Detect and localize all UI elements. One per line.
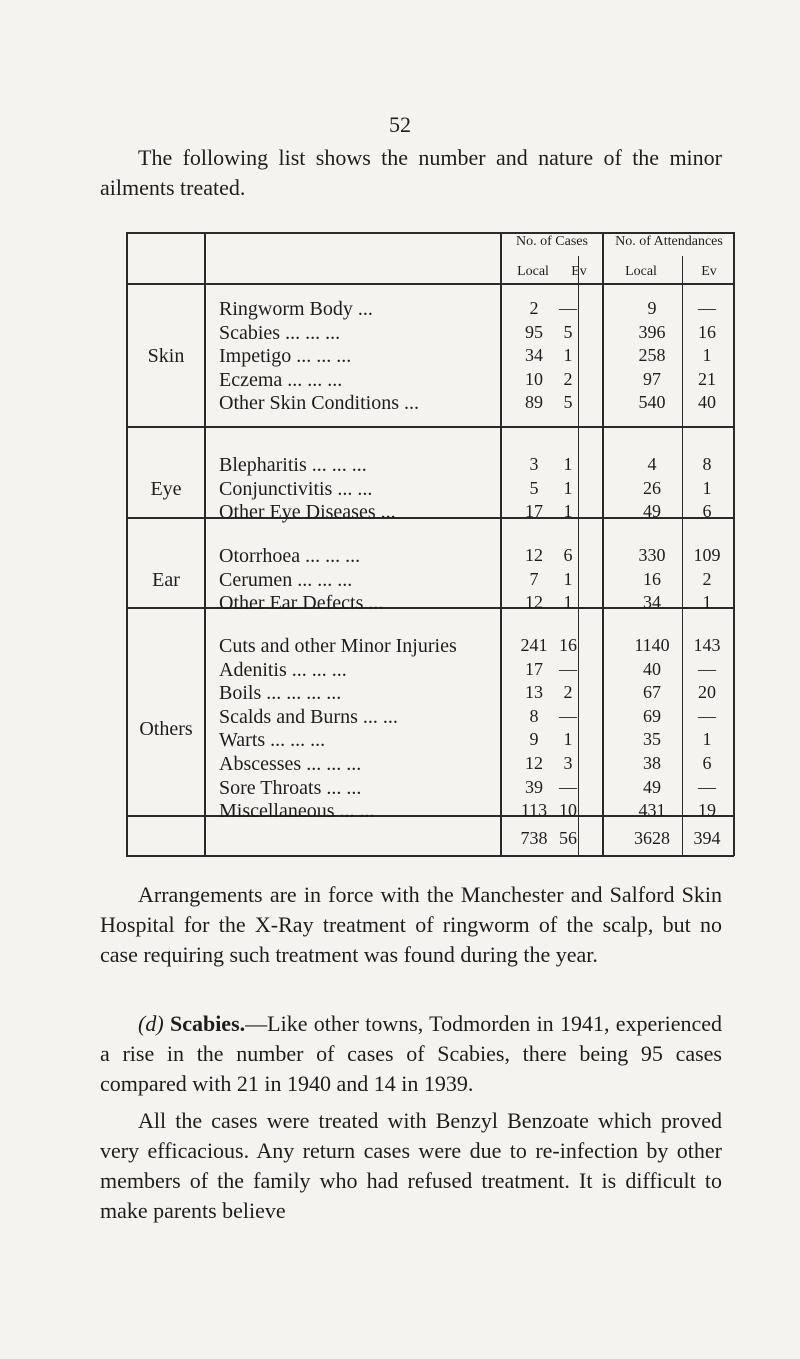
cases-local-value: 5 bbox=[529, 477, 539, 498]
att-local-value: 26 bbox=[643, 477, 661, 498]
cases-ev-header: Ev bbox=[571, 264, 587, 279]
total-att-ev: 394 bbox=[693, 828, 721, 848]
ailment-label: Boils ... ... ... ... bbox=[219, 682, 342, 705]
ailment-label: Cerumen ... ... ... bbox=[219, 568, 353, 591]
paragraph-scabies bbox=[100, 1009, 722, 1099]
cases-local-value: 241 bbox=[520, 635, 548, 655]
att-local-value: 540 bbox=[638, 392, 666, 413]
cases-local-value: 95 bbox=[525, 321, 543, 342]
cases-ev-value: 1 bbox=[563, 729, 573, 750]
ailment-label: Otorrhoea ... ... ... bbox=[219, 545, 361, 567]
ailment-label: Impetigo ... ... ... bbox=[219, 345, 352, 368]
cases-ev-value: 6 bbox=[563, 545, 573, 565]
ailment-label: Abscesses ... ... ... bbox=[219, 753, 362, 775]
cases-local-value: 39 bbox=[525, 776, 543, 797]
cases-ev-value: — bbox=[559, 705, 577, 726]
ailment-label: Sore Throats ... ... bbox=[219, 776, 362, 799]
cases-local-value: 113 bbox=[520, 800, 548, 821]
att-ev-value: 40 bbox=[698, 392, 716, 413]
section-label: (d) bbox=[138, 1011, 164, 1036]
ailments-table bbox=[126, 232, 734, 857]
cases-ev-value: 5 bbox=[563, 321, 573, 342]
att-ev-value: 143 bbox=[693, 635, 721, 655]
ailment-label: Adenitis ... ... ... bbox=[219, 658, 347, 681]
ailment-label: Cuts and other Minor Injuries bbox=[219, 635, 457, 657]
paragraph-treatment bbox=[100, 1106, 722, 1226]
ailment-label: Miscellaneous ... ... bbox=[219, 800, 375, 823]
cases-ev-value: 1 bbox=[563, 454, 573, 474]
att-ev-value: — bbox=[698, 658, 716, 679]
cases-local-value: 12 bbox=[525, 545, 543, 565]
attendance-rule bbox=[602, 232, 604, 856]
cases-local-value: 13 bbox=[525, 682, 543, 703]
cases-local-value: 9 bbox=[529, 729, 539, 750]
cases-ev-value: — bbox=[559, 776, 577, 797]
group-rule bbox=[204, 232, 206, 856]
cases-ev-value: — bbox=[559, 298, 577, 318]
cases-ev-value: 3 bbox=[563, 753, 573, 773]
cases-ev-value: 1 bbox=[563, 345, 573, 366]
att-ev-value: 8 bbox=[702, 454, 712, 474]
cases-local-value: 12 bbox=[525, 753, 543, 773]
ailment-label: Scalds and Burns ... ... bbox=[219, 705, 398, 728]
ailment-label: Warts ... ... ... bbox=[219, 729, 326, 752]
att-local-value: 67 bbox=[643, 682, 661, 703]
att-local-value: 4 bbox=[647, 454, 657, 474]
att-ev-value: — bbox=[698, 298, 716, 318]
ailment-rule bbox=[500, 232, 502, 856]
group-label: Ear bbox=[152, 568, 180, 591]
cases-ev-value: — bbox=[559, 658, 577, 679]
att-ev-value: 1 bbox=[702, 477, 712, 498]
att-local-value: 97 bbox=[643, 368, 661, 389]
cases-local-value: 34 bbox=[525, 345, 543, 366]
paragraph-arrangements bbox=[100, 880, 722, 970]
header-rule bbox=[126, 283, 734, 285]
att-ev-header: Ev bbox=[701, 264, 717, 279]
att-local-value: 9 bbox=[647, 298, 657, 318]
ailment-label: Scabies ... ... ... bbox=[219, 321, 341, 344]
att-ev-value: 6 bbox=[702, 753, 712, 773]
scabies-text: —Like other towns, Todmorden in 1941, experienced a rise in the number of cases of Scabies, there being 95 cases compared with 21 in 1940 and 14 in 1939. bbox=[100, 1011, 723, 1096]
skin-rule bbox=[126, 426, 734, 428]
section-heading: Scabies. bbox=[169, 1011, 246, 1036]
att-local-value: 258 bbox=[638, 345, 666, 366]
att-local-value: 49 bbox=[643, 776, 661, 797]
cases-local-value: 12 bbox=[525, 592, 543, 613]
att-ev-value: 2 bbox=[702, 568, 712, 589]
att-ev-value: 1 bbox=[702, 345, 712, 366]
cases-ev-value: 2 bbox=[563, 368, 573, 389]
cases-local-value: 7 bbox=[529, 568, 539, 589]
att-local-value: 396 bbox=[638, 321, 666, 342]
att-ev-value: 21 bbox=[698, 368, 716, 389]
cases-local-value: 2 bbox=[529, 298, 539, 318]
ailment-label: Blepharitis ... ... ... bbox=[219, 454, 367, 476]
att-ev-value: 6 bbox=[702, 501, 712, 522]
att-ev-value: 109 bbox=[693, 545, 721, 565]
table-bottom-rule bbox=[126, 855, 734, 857]
att-ev-value: 16 bbox=[698, 321, 716, 342]
att-local-value: 38 bbox=[643, 753, 661, 773]
cases-ev-value: 1 bbox=[563, 501, 573, 522]
att-ev-value: 20 bbox=[698, 682, 716, 703]
att-ev-value: — bbox=[698, 776, 716, 797]
cases-local-value: 8 bbox=[529, 705, 539, 726]
cases-ev-value: 5 bbox=[563, 392, 573, 413]
cases-local-value: 17 bbox=[525, 658, 543, 679]
ailment-label: Other Ear Defects ... bbox=[219, 592, 384, 615]
group-label: Eye bbox=[150, 477, 182, 500]
cases-local-value: 17 bbox=[525, 501, 543, 522]
page-number: 52 bbox=[389, 112, 411, 137]
att-ev-value: 1 bbox=[702, 729, 712, 750]
intro-text: The following list shows the number and nature of the minor ailments treated. bbox=[100, 145, 722, 200]
intro-paragraph bbox=[100, 143, 722, 203]
cases-local-value: 10 bbox=[525, 368, 543, 389]
total-cases-local: 738 bbox=[520, 828, 548, 848]
cases-ev-value: 2 bbox=[563, 682, 573, 703]
arrangements-text: Arrangements are in force with the Manchester and Salford Skin Hospital for the X-Ray treatment of ringworm of the scalp, but no case requiring such treatment was found during the year. bbox=[100, 882, 722, 967]
total-cases-ev: 56 bbox=[559, 828, 577, 848]
cases-local-value: 3 bbox=[529, 454, 539, 474]
left-rule bbox=[126, 232, 128, 856]
att-local-value: 431 bbox=[638, 800, 666, 821]
total-att-local: 3628 bbox=[634, 828, 670, 848]
att-local-value: 69 bbox=[643, 705, 661, 726]
cases-local-value: 89 bbox=[525, 392, 543, 413]
att-local-value: 49 bbox=[643, 501, 661, 522]
ailment-label: Other Skin Conditions ... bbox=[219, 392, 420, 415]
att-local-value: 40 bbox=[643, 658, 661, 679]
ailment-label: Eczema ... ... ... bbox=[219, 368, 343, 391]
att-ev-value: 1 bbox=[702, 592, 712, 613]
cases-ev-value: 10 bbox=[559, 800, 577, 821]
cases-ev-value: 16 bbox=[559, 635, 577, 655]
ailment-label: Other Eye Diseases ... bbox=[219, 501, 396, 524]
attendances-header: No. of Attendances bbox=[615, 234, 723, 249]
att-ev-value: 19 bbox=[698, 800, 716, 821]
att-local-header: Local bbox=[625, 264, 657, 279]
group-label: Skin bbox=[147, 345, 185, 368]
att-local-value: 330 bbox=[638, 545, 666, 565]
cases-header: No. of Cases bbox=[516, 234, 588, 249]
ailment-label: Ringworm Body ... bbox=[219, 298, 373, 320]
group-label: Others bbox=[139, 717, 193, 740]
ailment-label: Conjunctivitis ... ... bbox=[219, 477, 373, 500]
att-local-value: 1140 bbox=[634, 635, 670, 655]
cases-ev-value: 1 bbox=[563, 592, 573, 613]
att-local-value: 34 bbox=[643, 592, 661, 613]
att-local-value: 35 bbox=[643, 729, 661, 750]
att-ev-value: — bbox=[698, 705, 716, 726]
cases-ev-value: 1 bbox=[563, 568, 573, 589]
att-local-value: 16 bbox=[643, 568, 661, 589]
cases-local-header: Local bbox=[517, 264, 549, 279]
treatment-text: All the cases were treated with Benzyl Benzoate which proved very efficacious. Any return cases were due to re-infection by other members of the family who had refused treatment. It is difficult to make parents believe bbox=[100, 1108, 722, 1223]
cases-ev-value: 1 bbox=[563, 477, 573, 498]
